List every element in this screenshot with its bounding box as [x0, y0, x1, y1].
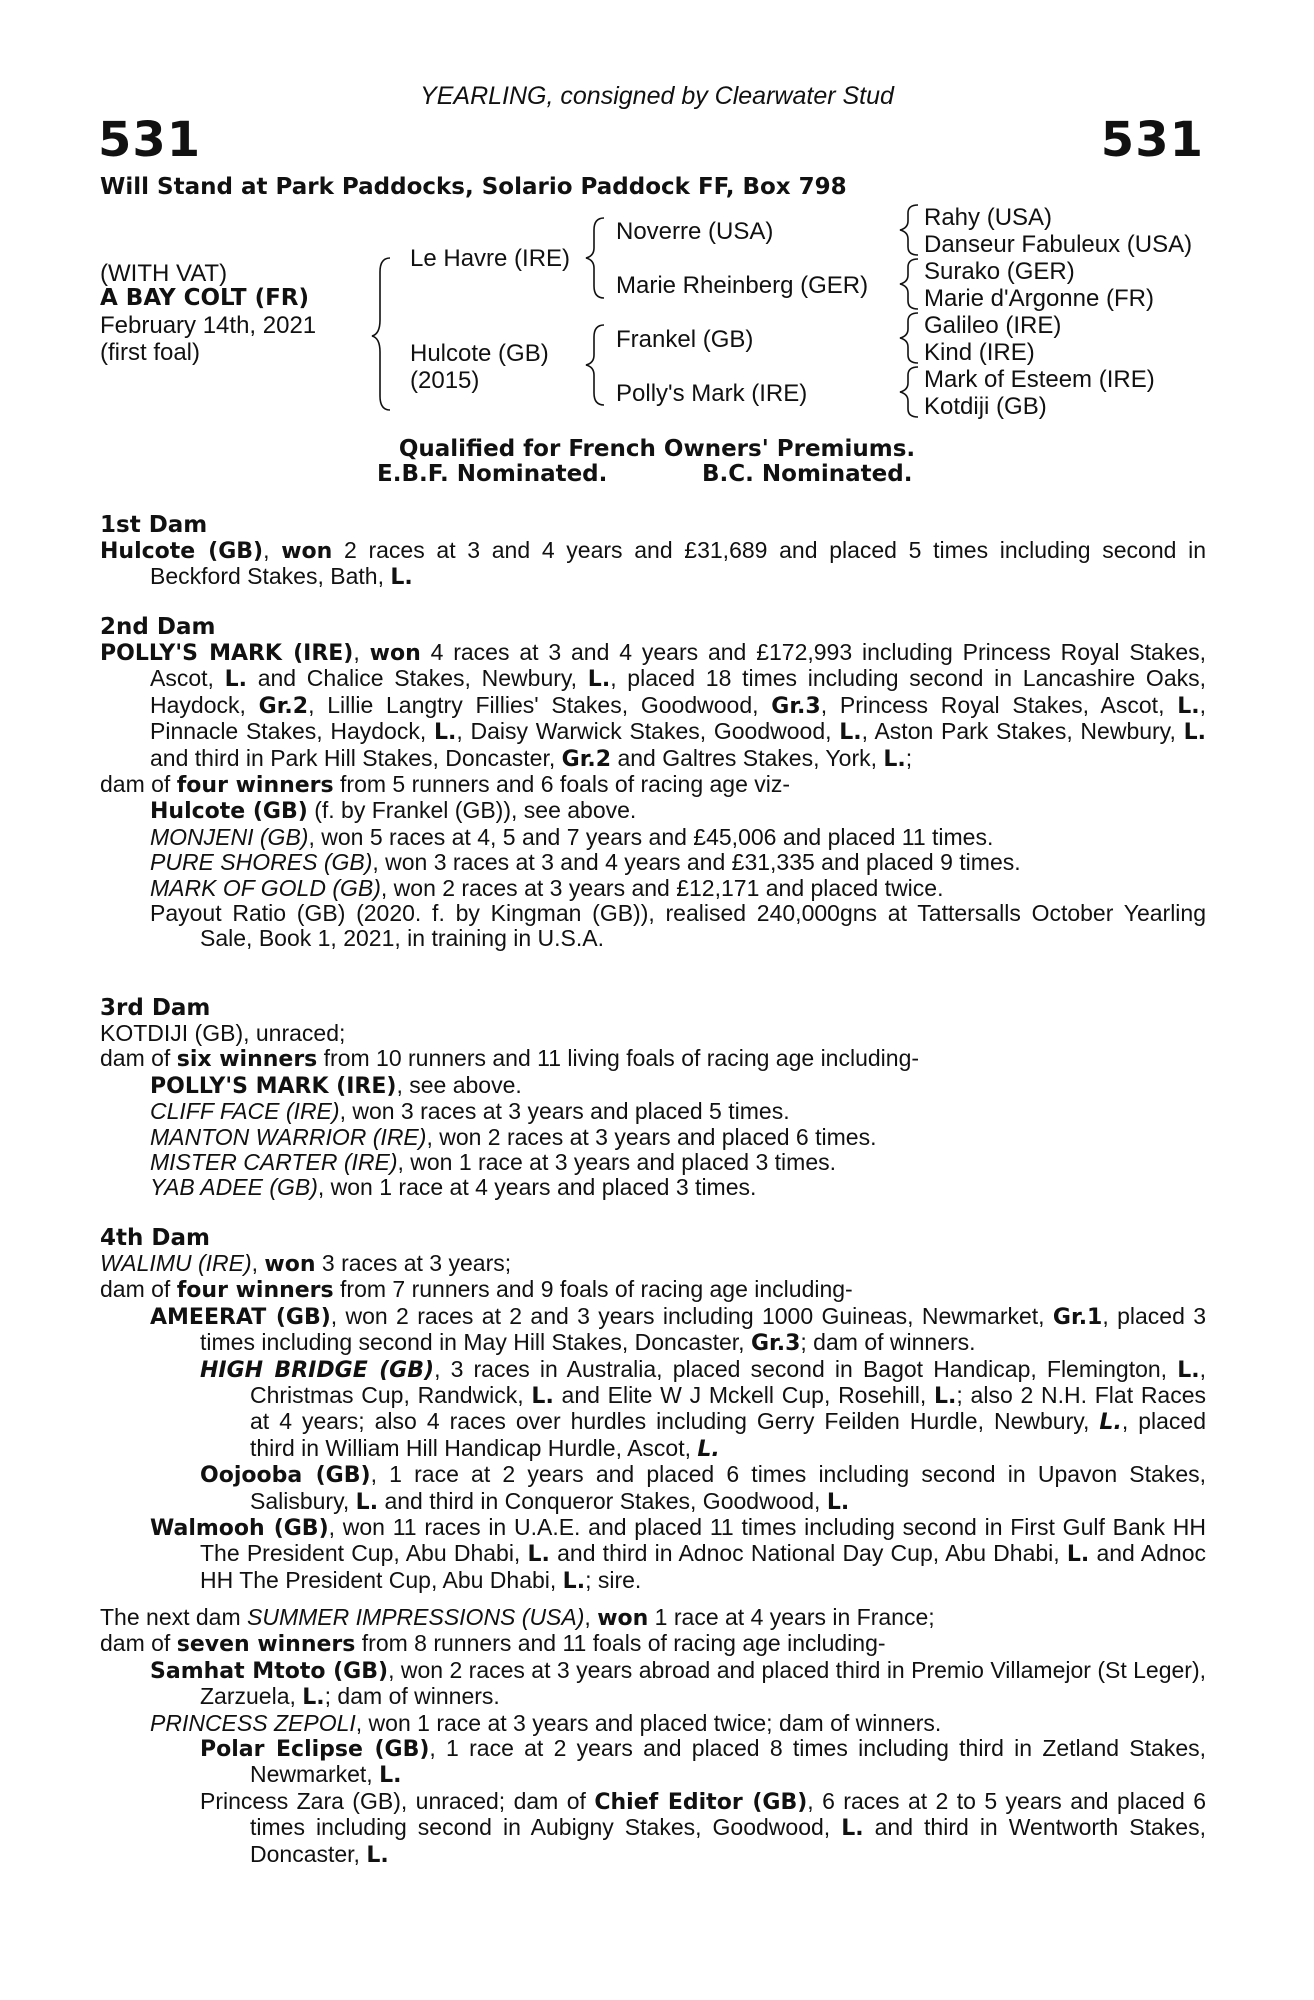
third-dam-title: 3rd Dam [100, 995, 211, 1021]
consignment-line: YEARLING, consigned by Clearwater Stud [420, 82, 894, 110]
pedigree-g6: Kind (IRE) [924, 339, 1035, 366]
next-dam-produce-polar-eclipse: Polar Eclipse (GB), 1 race at 2 years and placed 8 times including third in Zetland Stakes, Newmarket, L. [200, 1735, 1206, 1789]
second-dam-title: 2nd Dam [100, 614, 216, 640]
pedigree-g8: Kotdiji (GB) [924, 393, 1047, 420]
fourth-dam-produce-high-bridge: HIGH BRIDGE (GB), 3 races in Australia, placed second in Bagot Handicap, Flemington, L., Christmas Cup, Randwick, L. and Elite W J Mckell Cup, Rosehill, L.; also 2 N.H. Flat Races at 4 years; also 4 races over hurdles including Gerry Feilden Hurdle, Newbury, L., placed third in William Hill Handicap Hurdle, Ascot, L. [200, 1355, 1207, 1462]
fourth-dam-produce-summary: dam of four winners from 7 runners and 9 foals of racing age including- [100, 1276, 853, 1304]
horse-name: A BAY COLT (FR) [100, 285, 310, 311]
second-dam-record: POLLY'S MARK (IRE), won 4 races at 3 and 4 years and £172,993 including Princess Royal Stakes, Ascot, L. and Chalice Stakes, Newbury, L., placed 18 times including second in Lancashire Oaks, Haydock, Gr.2, Lillie Langtry Fillies' Stakes, Goodwood, Gr.3, Princess Royal Stakes, Ascot, L., Pinnacle Stakes, Haydock, L., Daisy Warwick Stakes, Goodwood, L., Aston Park Stakes, Newbury, L. and third in Park Hill Stakes, Doncaster, Gr.2 and Galtres Stakes, York, L.; [100, 639, 1207, 772]
pedigree-dam-year: (2015) [410, 367, 480, 394]
fourth-dam-record: WALIMU (IRE), won 3 races at 3 years; [100, 1250, 512, 1277]
horse-foal-note: (first foal) [100, 339, 201, 366]
third-dam-produce-4: MISTER CARTER (IRE), won 1 race at 3 years and placed 3 times. [150, 1149, 837, 1176]
pedigree-dam: Hulcote (GB) [410, 340, 549, 367]
next-dam-produce-princess-zara: Princess Zara (GB), unraced; dam of Chief Editor (GB), 6 races at 2 to 5 years and placed 6 times including second in Aubigny Stakes, Goodwood, L. and third in Wentworth Stakes, Doncaster, L. [200, 1787, 1206, 1868]
next-dam-produce-samhat: Samhat Mtoto (GB), won 2 races at 3 years abroad and placed third in Premio Villamejor (St Leger), Zarzuela, L.; dam of winners. [150, 1656, 1206, 1711]
fourth-dam-produce-oojooba: Oojooba (GB), 1 race at 2 years and placed 6 times including second in Upavon Stakes, Salisbury, L. and third in Conqueror Stakes, Goodwood, L. [200, 1461, 1207, 1515]
third-dam-produce-5: YAB ADEE (GB), won 1 race at 4 years and placed 3 times. [150, 1174, 757, 1201]
first-dam-section [100, 512, 1206, 591]
pedigree-g7: Mark of Esteem (IRE) [924, 366, 1155, 393]
second-dam-produce-3: PURE SHORES (GB), won 3 races at 3 and 4 years and £31,335 and placed 9 times. [150, 849, 1021, 876]
lot-number-left: 531 [98, 112, 202, 168]
third-dam-produce-summary: dam of six winners from 10 runners and 11 living foals of racing age including- [100, 1045, 920, 1073]
third-dam-section [100, 995, 1206, 1201]
pedigree-g3: Surako (GER) [924, 258, 1075, 285]
lot-number-right: 531 [1100, 112, 1204, 168]
pedigree-sire-sire: Noverre (USA) [616, 218, 774, 245]
third-dam-produce-2: CLIFF FACE (IRE), won 3 races at 3 years and placed 5 times. [150, 1098, 790, 1125]
pedigree-g2: Danseur Fabuleux (USA) [924, 231, 1193, 258]
second-dam-name: POLLY'S MARK (IRE) [100, 641, 354, 666]
fourth-dam-title: 4th Dam [100, 1225, 210, 1251]
pedigree-g5: Galileo (IRE) [924, 312, 1062, 339]
next-dam-record: The next dam SUMMER IMPRESSIONS (USA), won 1 race at 4 years in France; [100, 1604, 935, 1631]
vat-note: (WITH VAT) [100, 260, 228, 287]
third-dam-produce-1: POLLY'S MARK (IRE), see above. [150, 1071, 522, 1099]
bc-nominated: B.C. Nominated. [702, 461, 913, 487]
third-dam-produce-3: MANTON WARRIOR (IRE), won 2 races at 3 years and placed 6 times. [150, 1123, 877, 1150]
horse-dob: February 14th, 2021 [100, 312, 317, 339]
next-dam-section [100, 1605, 1206, 1868]
first-dam-name: Hulcote (GB) [100, 539, 264, 564]
pedigree-g1: Rahy (USA) [924, 204, 1053, 231]
qualified-premiums: Qualified for French Owners' Premiums. [398, 436, 916, 462]
stand-location: Will Stand at Park Paddocks, Solario Paddock FF, Box 798 [100, 174, 847, 200]
second-dam-section [100, 614, 1206, 952]
fourth-dam-section [100, 1225, 1206, 1594]
pedigree-sire-dam: Marie Rheinberg (GER) [616, 272, 869, 299]
pedigree-g4: Marie d'Argonne (FR) [924, 285, 1154, 312]
third-dam-record: KOTDIJI (GB), unraced; [100, 1020, 346, 1046]
second-dam-produce-5: Payout Ratio (GB) (2020. f. by Kingman (GB)), realised 240,000gns at Tattersalls October Yearling Sale, Book 1, 2021, in training in U.S.A. [150, 900, 1206, 952]
pedigree-sire: Le Havre (IRE) [410, 245, 571, 272]
second-dam-produce-summary: dam of four winners from 5 runners and 6 foals of racing age viz- [100, 771, 791, 799]
fourth-dam-produce-walmooh: Walmooh (GB), won 11 races in U.A.E. and placed 11 times including second in First Gulf Bank HH The President Cup, Abu Dhabi, L. and third in Adnoc National Day Cup, Abu Dhabi, L. and Adnoc HH The President Cup, Abu Dhabi, L.; sire. [150, 1514, 1207, 1594]
second-dam-produce-1: Hulcote (GB) (f. by Frankel (GB)), see above. [150, 797, 637, 825]
next-dam-produce-summary: dam of seven winners from 8 runners and 11 foals of racing age including- [100, 1630, 886, 1658]
ebf-nominated: E.B.F. Nominated. [377, 461, 608, 487]
second-dam-produce-2: MONJENI (GB), won 5 races at 4, 5 and 7 years and £45,006 and placed 11 times. [150, 823, 994, 850]
pedigree-dam-sire: Frankel (GB) [616, 326, 754, 353]
second-dam-produce-4: MARK OF GOLD (GB), won 2 races at 3 years and £12,171 and placed twice. [150, 874, 944, 901]
pedigree-dam-dam: Polly's Mark (IRE) [616, 380, 808, 407]
next-dam-produce-princess-zepoli: PRINCESS ZEPOLI, won 1 race at 3 years and placed twice; dam of winners. [150, 1709, 942, 1736]
first-dam-title: 1st Dam [100, 512, 208, 538]
first-dam-text: Hulcote (GB), won 2 races at 3 and 4 years and £31,689 and placed 5 times including second in Beckford Stakes, Bath, L. [100, 537, 1207, 591]
fourth-dam-produce-ameerat: AMEERAT (GB), won 2 races at 2 and 3 years including 1000 Guineas, Newmarket, Gr.1, placed 3 times including second in May Hill Stakes, Doncaster, Gr.3; dam of winners. [150, 1302, 1206, 1357]
